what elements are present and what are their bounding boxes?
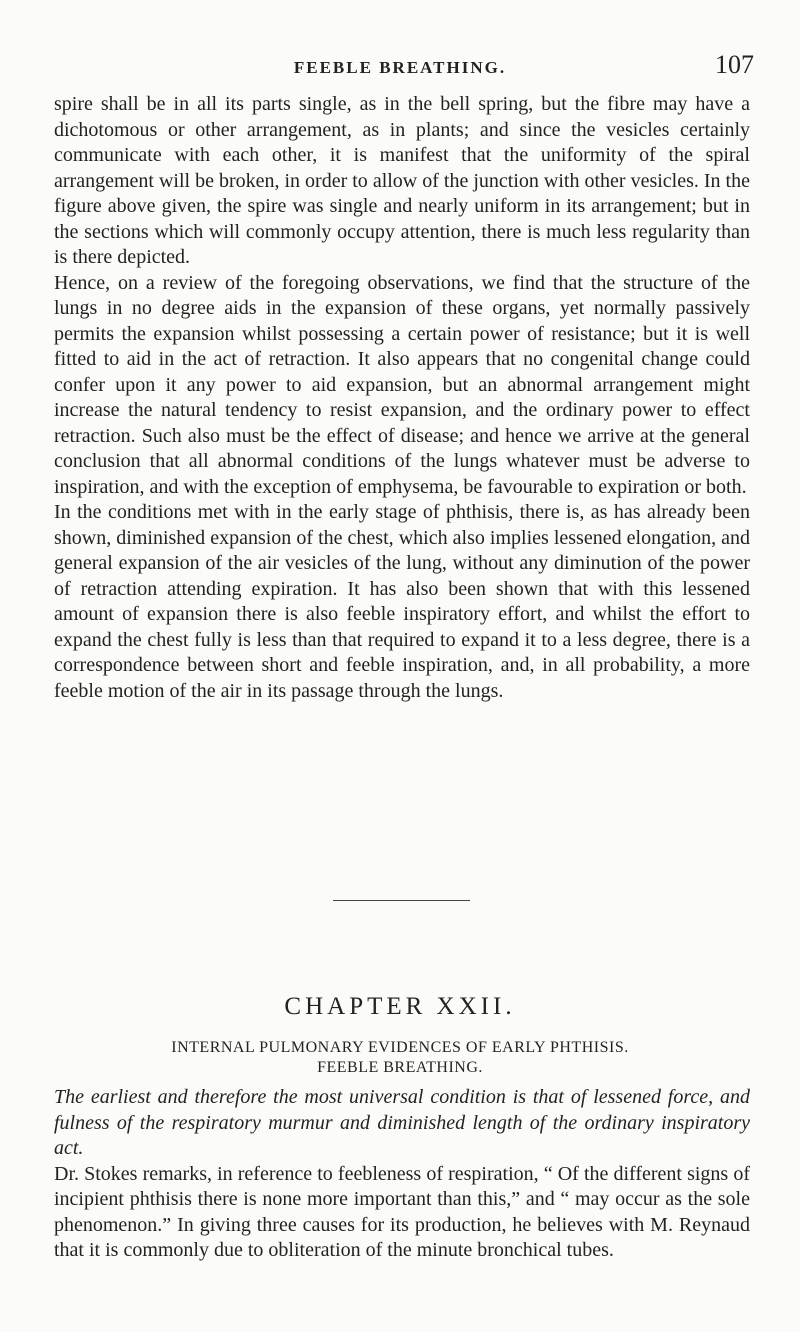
chapter-subtitle	[0, 1038, 800, 1078]
paragraph-stokes: Dr. Stokes remarks, in reference to feebleness of respiration, “ Of the different signs of incipient phthisis there is none more important than this,” and “ may occur as the sole phenomenon.” In giving three causes for its production, he believes with M. Reynaud that it is commonly due to obliteration of the minute bronchical tubes.	[54, 1162, 750, 1261]
running-head	[0, 50, 800, 82]
page-number: 107	[715, 50, 754, 79]
italic-summary-paragraph: The earliest and therefore the most universal condition is that of lessened force, and fulness of the respiratory murmur and diminished length of the ordinary inspiratory act.	[54, 1086, 750, 1159]
chapter-subtitle-line-2: FEEBLE BREATHING.	[317, 1059, 483, 1076]
paragraph-conditions: In the conditions met with in the early stage of phthisis, there is, as has already been shown, diminished expansion of the chest, which also implies lessened elongation, and general expansion of the air vesicles of the lung, without any diminution of the power of retraction attending expiration. It has also been shown that with this lessened amount of expansion there is also feeble inspiratory effort, and whilst the effort to expand the chest fully is less than that required to expand it to a less degree, there is a correspondence between short and feeble inspiration, and, in all probability, a more feeble motion of the air in its passage through the lungs.	[54, 501, 750, 702]
chapter-heading: CHAPTER XXII.	[284, 993, 516, 1020]
top-text-block	[54, 92, 750, 704]
bottom-text-block	[54, 1085, 750, 1264]
chapter-subtitle-line-1: INTERNAL PULMONARY EVIDENCES OF EARLY PHTHISIS.	[171, 1039, 629, 1056]
running-title: FEEBLE BREATHING.	[293, 58, 507, 77]
paragraph-spire: spire shall be in all its parts single, as in the bell spring, but the fibre may have a dichotomous or other arrangement, as in plants; and since the vesicles certainly communicate with each other, it is manifest that the uniformity of the spiral arrangement will be broken, in order to allow of the junction with other vesicles. In the figure above given, the spire was single and nearly uniform in its arrangement; but in the sections which will commonly occupy attention, there is much less regularity than is there depicted.	[54, 93, 750, 268]
section-divider	[333, 900, 470, 901]
paragraph-hence: Hence, on a review of the foregoing observations, we find that the structure of the lungs in no degree aids in the expansion of these organs, yet normally passively permits the expansion whilst possessing a certain power of resistance; but it is well fitted to aid in the act of retraction. It also appears that no congenital change could confer upon it any power to aid expansion, but an abnormal arrangement might increase the natural tendency to resist expansion, and the ordinary power to effect retraction. Such also must be the effect of disease; and hence we arrive at the general conclusion that all abnormal conditions of the lungs whatever must be adverse to inspiration, and with the exception of emphysema, be favourable to expiration or both.	[54, 271, 750, 498]
